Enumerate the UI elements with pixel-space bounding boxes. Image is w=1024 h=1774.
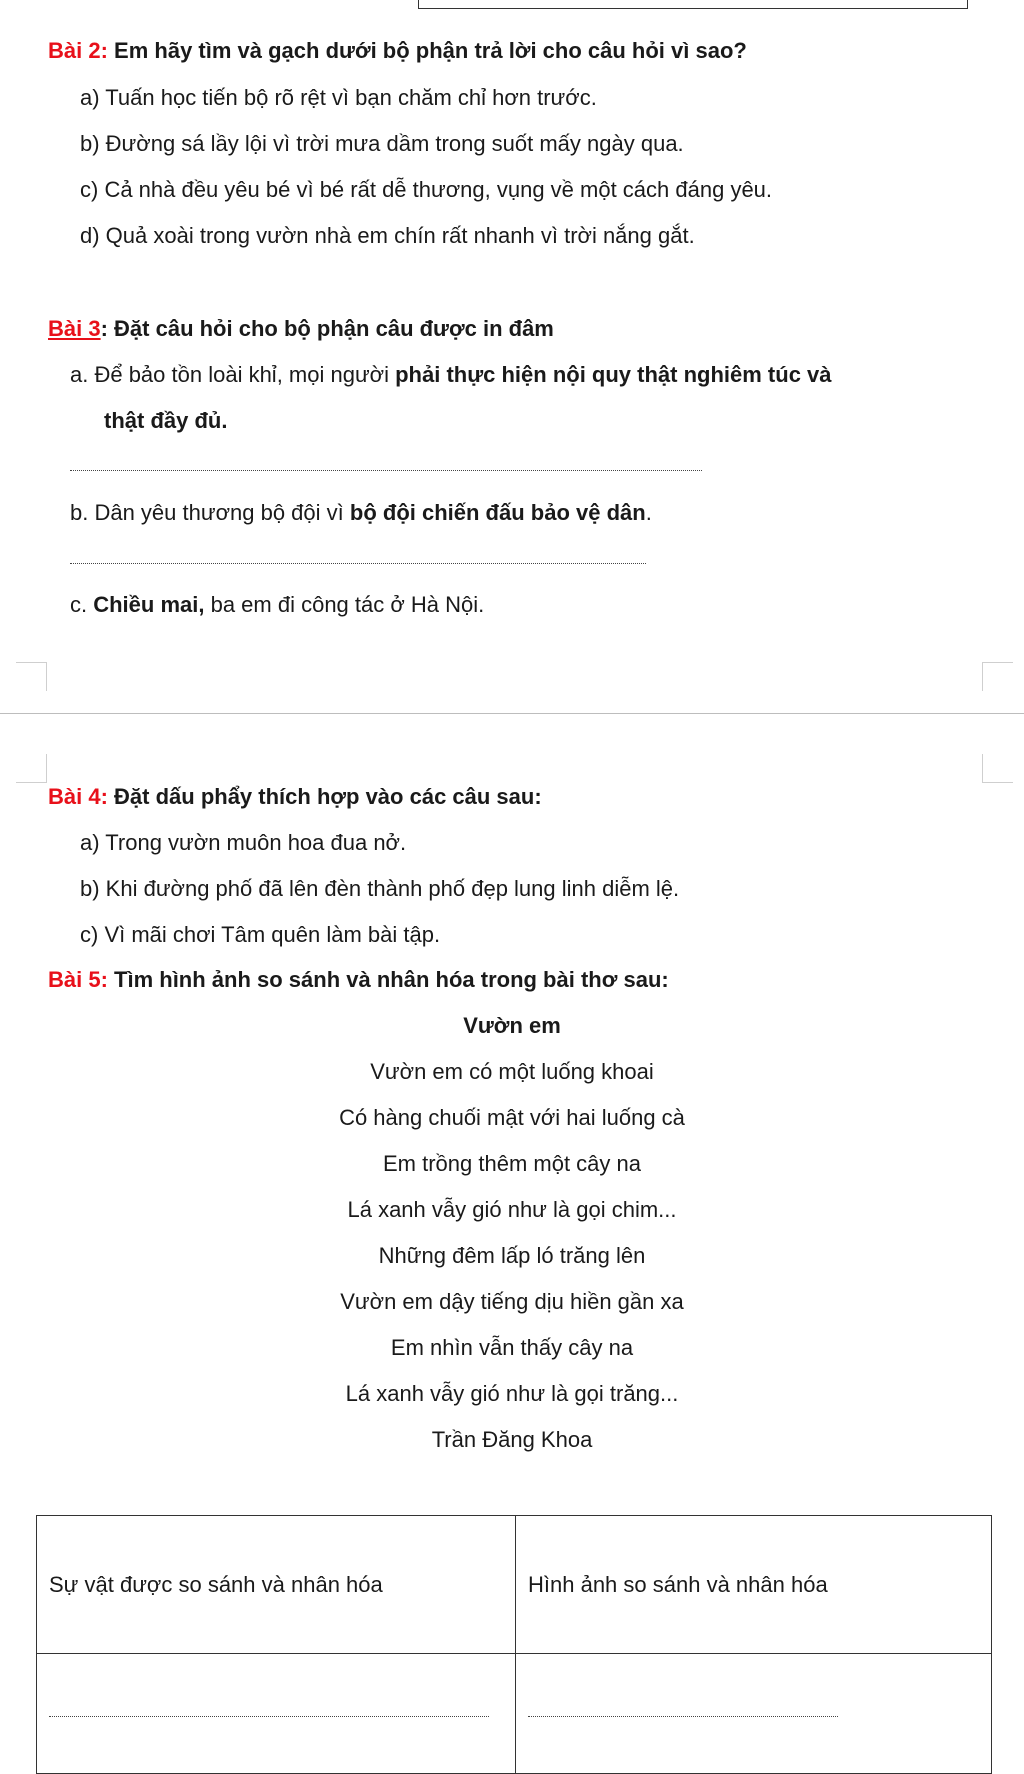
poem-line: Vườn em dậy tiếng dịu hiền gần xa bbox=[340, 1289, 684, 1314]
answer-table bbox=[36, 1515, 992, 1774]
poem-line: Những đêm lấp ló trăng lên bbox=[378, 1243, 646, 1268]
bai3-b-bold: bộ đội chiến đấu bảo vệ dân bbox=[349, 500, 646, 525]
poem-author: Trần Đăng Khoa bbox=[431, 1427, 593, 1452]
bai3-c-suffix: ba em đi công tác ở Hà Nội. bbox=[204, 592, 485, 617]
bai5-heading bbox=[48, 967, 669, 993]
bai2-item-d: d) Quả xoài trong vườn nhà em chín rất nhanh vì trời nắng gắt. bbox=[80, 223, 695, 248]
answer-line-table-2 bbox=[528, 1716, 838, 1717]
answer-line-a bbox=[70, 470, 702, 471]
bai4-item-a: a) Trong vườn muôn hoa đua nở. bbox=[80, 830, 407, 855]
bai3-c-prefix: c. bbox=[70, 592, 94, 617]
table-cell-answer-col2[interactable] bbox=[516, 1654, 992, 1774]
bai4-label: Bài 4: bbox=[48, 784, 108, 809]
answer-line-table-1 bbox=[49, 1716, 489, 1717]
bai3-b-prefix: b. Dân yêu thương bộ đội vì bbox=[70, 500, 350, 525]
top-box-remnant bbox=[418, 0, 968, 9]
bai3-a-bold-line2: thật đầy đủ. bbox=[104, 408, 228, 433]
page-corner-bottom-right bbox=[982, 754, 1013, 783]
bai2-label: Bài 2: bbox=[48, 38, 108, 63]
bai2-title: Em hãy tìm và gạch dưới bộ phận trả lời cho câu hỏi vì sao? bbox=[114, 38, 747, 63]
bai4-heading bbox=[48, 784, 542, 810]
poem-line: Em nhìn vẫn thấy cây na bbox=[390, 1335, 634, 1360]
page-corner-bottom-left bbox=[16, 754, 47, 783]
bai5-label: Bài 5: bbox=[48, 967, 108, 992]
table-header-col2: Hình ảnh so sánh và nhân hóa bbox=[516, 1516, 992, 1654]
bai3-item-a bbox=[70, 362, 832, 388]
bai4-item-c: c) Vì mãi chơi Tâm quên làm bài tập. bbox=[80, 922, 441, 947]
poem-title: Vườn em bbox=[463, 1013, 561, 1038]
bai5-title: Tìm hình ảnh so sánh và nhân hóa trong bài thơ sau: bbox=[107, 967, 669, 992]
bai3-heading bbox=[48, 316, 554, 342]
bai3-label: Bài 3 bbox=[48, 316, 101, 341]
poem-line: Lá xanh vẫy gió như là gọi trăng... bbox=[345, 1381, 679, 1406]
poem-line: Vườn em có một luống khoai bbox=[370, 1059, 654, 1084]
poem-line: Có hàng chuối mật với hai luống cà bbox=[339, 1105, 685, 1130]
bai4-title: Đặt dấu phẩy thích hợp vào các câu sau: bbox=[107, 784, 542, 809]
bai2-item-b: b) Đường sá lầy lội vì trời mưa dầm trong suốt mấy ngày qua. bbox=[80, 131, 684, 156]
page-corner-top-left bbox=[16, 662, 47, 691]
bai3-c-bold: Chiều mai, bbox=[93, 592, 205, 617]
table-header-row bbox=[37, 1516, 992, 1654]
poem-line: Lá xanh vẫy gió như là gọi chim... bbox=[347, 1197, 677, 1222]
bai4-item-b: b) Khi đường phố đã lên đèn thành phố đẹp lung linh diễm lệ. bbox=[80, 876, 680, 901]
table-header-col1: Sự vật được so sánh và nhân hóa bbox=[37, 1516, 516, 1654]
bai2-item-a: a) Tuấn học tiến bộ rõ rệt vì bạn chăm chỉ hơn trước. bbox=[80, 85, 597, 110]
page-separator bbox=[0, 713, 1024, 714]
bai3-title: : Đặt câu hỏi cho bộ phận câu được in đâm bbox=[100, 316, 554, 341]
answer-line-b bbox=[70, 563, 646, 564]
bai3-a-prefix: a. Để bảo tồn loài khỉ, mọi người bbox=[70, 362, 396, 387]
table-cell-answer-col1[interactable] bbox=[37, 1654, 516, 1774]
page-corner-top-right bbox=[982, 662, 1013, 691]
bai3-item-c bbox=[70, 592, 484, 618]
table-row bbox=[37, 1654, 992, 1774]
bai2-heading bbox=[48, 38, 747, 64]
bai3-b-suffix: . bbox=[645, 500, 652, 525]
poem-line: Em trồng thêm một cây na bbox=[383, 1151, 641, 1176]
bai2-item-c: c) Cả nhà đều yêu bé vì bé rất dễ thương, vụng về một cách đáng yêu. bbox=[80, 177, 773, 202]
bai3-a-bold: phải thực hiện nội quy thật nghiêm túc và bbox=[395, 362, 832, 387]
bai3-item-b bbox=[70, 500, 652, 526]
